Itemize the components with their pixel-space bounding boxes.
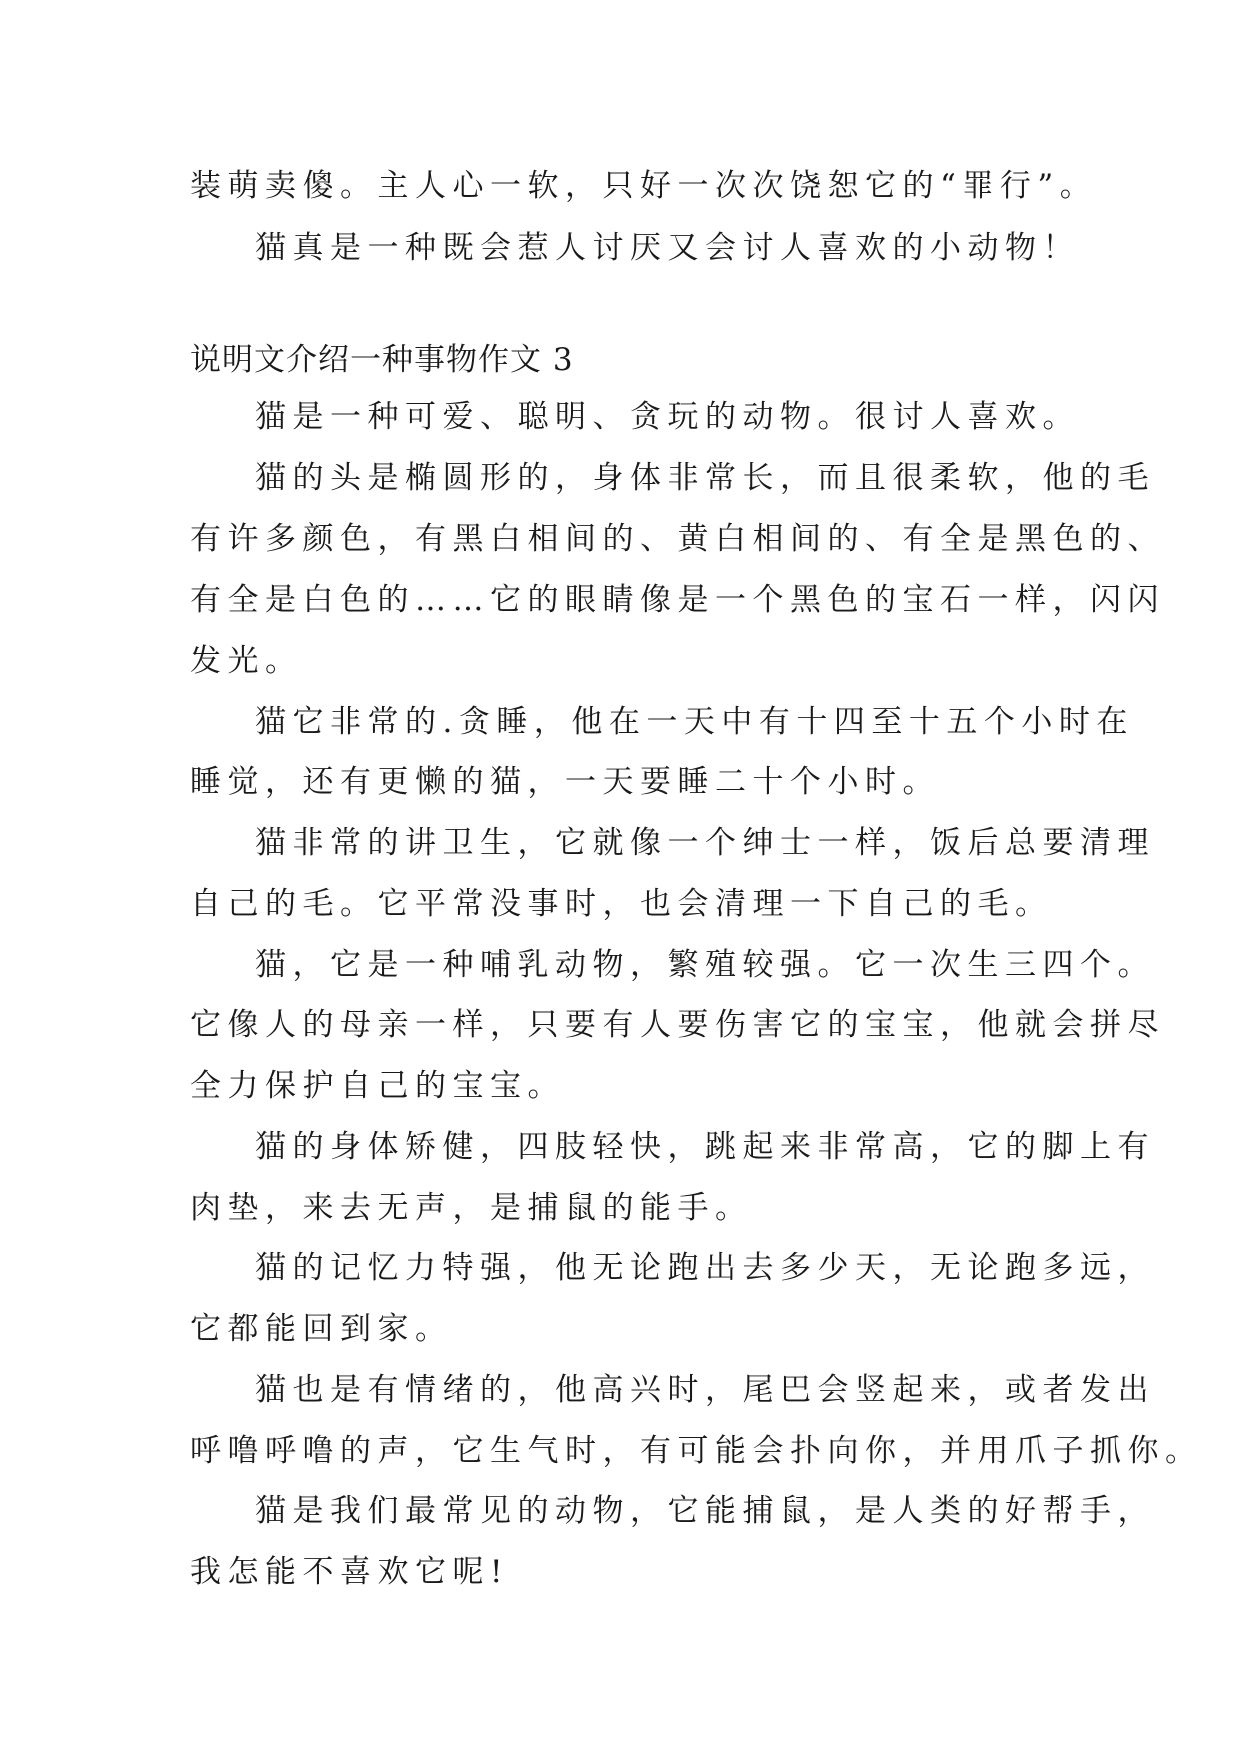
paragraph-sleep: 猫它非常的.贪睡，他在一天中有十四至十五个小时在 xyxy=(255,704,1134,740)
paragraph-conclusion: 猫真是一种既会惹人讨厌又会讨人喜欢的小动物！ xyxy=(255,230,1080,266)
text-line: 我怎能不喜欢它呢! xyxy=(190,1554,509,1590)
text-line: 有全是白色的……它的眼睛像是一个黑色的宝石一样，闪闪 xyxy=(190,582,1165,618)
paragraph-final: 猫是我们最常见的动物，它能捕鼠，是人类的好帮手， xyxy=(255,1493,1155,1529)
text-line: 睡觉，还有更懒的猫，一天要睡二十个小时。 xyxy=(190,764,940,800)
paragraph-appearance: 猫的头是椭圆形的，身体非常长，而且很柔软，他的毛 xyxy=(255,460,1155,496)
paragraph-hygiene: 猫非常的讲卫生，它就像一个绅士一样，饭后总要清理 xyxy=(255,825,1155,861)
text-line: 肉垫，来去无声，是捕鼠的能手。 xyxy=(190,1190,753,1226)
text-line: 全力保护自己的宝宝。 xyxy=(190,1068,565,1104)
text-line: 呼噜呼噜的声，它生气时，有可能会扑向你，并用爪子抓你。 xyxy=(190,1433,1203,1469)
text-line: 它都能回到家。 xyxy=(190,1311,453,1347)
paragraph-intro: 猫是一种可爱、聪明、贪玩的动物。很讨人喜欢。 xyxy=(255,399,1080,435)
text-line: 有许多颜色，有黑白相间的、黄白相间的、有全是黑色的、 xyxy=(190,521,1165,557)
paragraph-agility: 猫的身体矫健，四肢轻快，跳起来非常高，它的脚上有 xyxy=(255,1129,1155,1165)
text-line: 发光。 xyxy=(190,643,303,679)
text-line: 自己的毛。它平常没事时，也会清理一下自己的毛。 xyxy=(190,886,1053,922)
paragraph-reproduction: 猫，它是一种哺乳动物，繁殖较强。它一次生三四个。 xyxy=(255,947,1155,983)
text-line: 装萌卖傻。主人心一软，只好一次次饶恕它的“罪行”。 xyxy=(190,168,1098,204)
section-title: 说明文介绍一种事物作文 3 xyxy=(190,342,574,378)
text-line: 它像人的母亲一样，只要有人要伤害它的宝宝，他就会拼尽 xyxy=(190,1007,1165,1043)
paragraph-memory: 猫的记忆力特强，他无论跑出去多少天，无论跑多远， xyxy=(255,1250,1155,1286)
paragraph-emotion: 猫也是有情绪的，他高兴时，尾巴会竖起来，或者发出 xyxy=(255,1372,1155,1408)
